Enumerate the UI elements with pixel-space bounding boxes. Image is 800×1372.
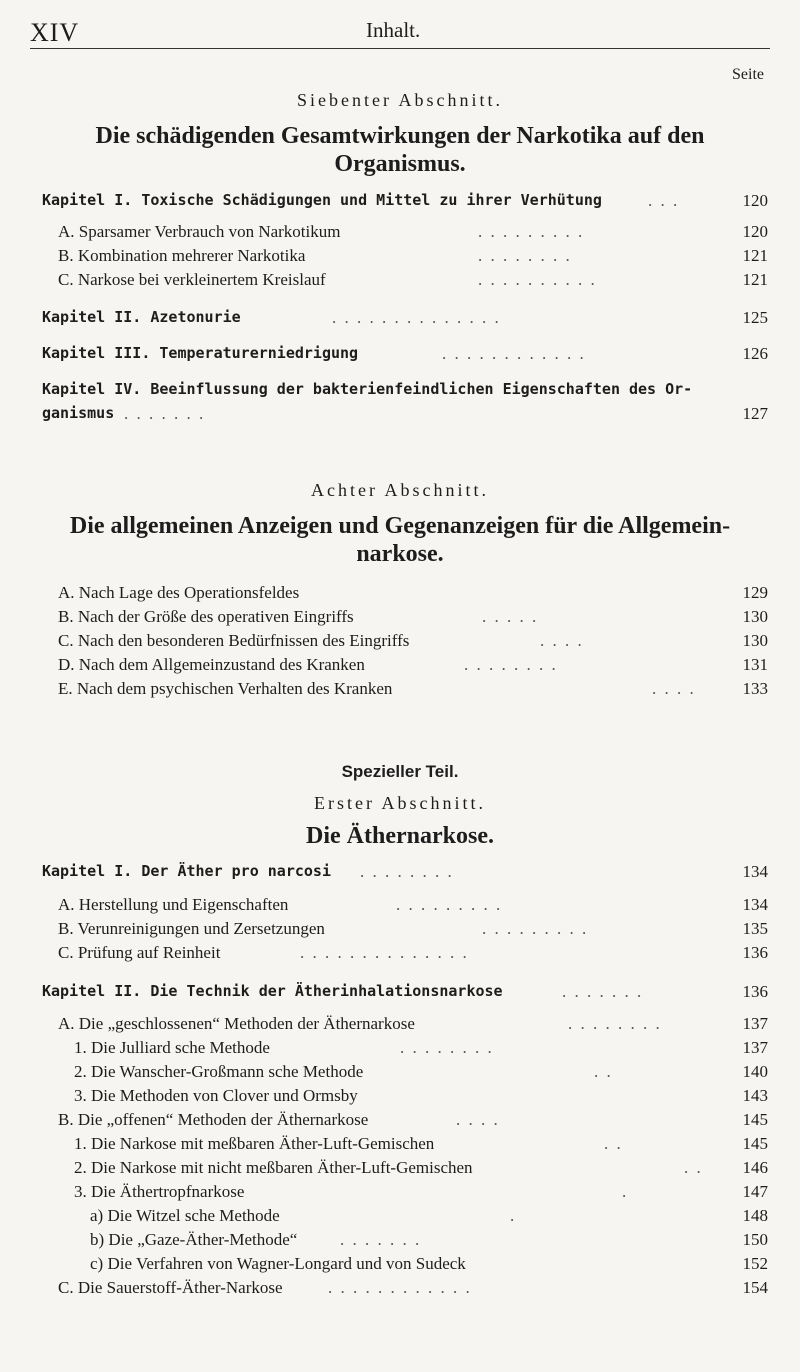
- header-rule: [30, 48, 770, 49]
- leader-dots: . . . . . . . . . . . .: [442, 344, 586, 363]
- leader-dots: . . . . . . . . . . . . . .: [300, 943, 469, 962]
- part-heading: Spezieller Teil.: [341, 762, 459, 781]
- toc-entry-text: Kapitel II. Azetonurie: [42, 308, 241, 326]
- toc-entry-text: ganismus: [42, 404, 115, 422]
- leader-dots: . . . . . . . . .: [396, 895, 503, 914]
- toc-entry-text: C. Narkose bei verkleinertem Kreislauf: [58, 270, 326, 289]
- toc-entry-page: 120: [742, 222, 768, 241]
- toc-entry-page: 143: [742, 1086, 768, 1105]
- toc-entry-text: 1. Die Julliard sche Methode: [74, 1038, 270, 1057]
- section-label: Erster Abschnitt.: [314, 793, 486, 813]
- leader-dots: . . . .: [456, 1110, 500, 1129]
- toc-entry-text: a) Die Witzel sche Methode: [90, 1206, 280, 1225]
- toc-entry-page: 121: [742, 246, 768, 265]
- toc-entry-page: 137: [742, 1014, 768, 1033]
- toc-entry-page: 140: [742, 1062, 768, 1081]
- toc-entry-text: b) Die „Gaze-Äther-Methode“: [90, 1230, 298, 1249]
- leader-dots: . . . . . . . . . .: [478, 270, 597, 289]
- toc-entry-text: Kapitel II. Die Technik der Ätherinhalationsnarkose: [42, 982, 503, 1000]
- toc-entry-text: C. Nach den besonderen Bedürfnissen des Eingriffs: [58, 631, 410, 650]
- leader-dots: . .: [594, 1062, 613, 1081]
- running-title: Inhalt.: [366, 18, 421, 42]
- toc-entry-text: c) Die Verfahren von Wagner-Longard und von Sudeck: [90, 1254, 466, 1273]
- toc-entry-page: 134: [742, 895, 768, 914]
- leader-dots: . . . . . . . . .: [478, 222, 585, 241]
- leader-dots: . . . . . . .: [562, 982, 644, 1001]
- toc-entry-page: 129: [742, 583, 768, 602]
- toc-entry-page: 131: [742, 655, 768, 674]
- toc-entry-text: B. Verunreinigungen und Zersetzungen: [58, 919, 325, 938]
- page-number: XIV: [30, 18, 80, 47]
- leader-dots: . . . . . . . .: [478, 246, 572, 265]
- leader-dots: .: [510, 1206, 517, 1225]
- toc-entry-text: A. Nach Lage des Operationsfeldes: [58, 583, 300, 602]
- toc-entry-page: 152: [742, 1254, 768, 1273]
- leader-dots: . . . .: [540, 631, 584, 650]
- section-title: Die schädigenden Gesamtwirkungen der Narkotika auf den: [95, 123, 705, 149]
- running-header: [30, 8, 770, 52]
- toc-entry-page: 125: [742, 308, 768, 327]
- toc-entry-page: 130: [742, 607, 768, 626]
- toc-entry-text: B. Die „offenen“ Methoden der Äthernarkose: [58, 1110, 369, 1129]
- toc-entry-page: 126: [742, 344, 768, 363]
- leader-dots: . . . . . . . .: [400, 1038, 494, 1057]
- toc-entry-page: 136: [742, 943, 768, 962]
- toc-entry-page: 146: [742, 1158, 768, 1177]
- toc-entry-page: 150: [742, 1230, 768, 1249]
- leader-dots: . . . . .: [482, 607, 539, 626]
- toc-entry-text: 3. Die Methoden von Clover und Ormsby: [74, 1086, 358, 1105]
- leader-dots: . . . . . . .: [340, 1230, 422, 1249]
- leader-dots: . .: [604, 1134, 623, 1153]
- seite-label: Seite: [732, 66, 764, 83]
- section-title: Die allgemeinen Anzeigen und Gegenanzeigen für die Allgemein-: [69, 513, 731, 539]
- section-label: Achter Abschnitt.: [311, 480, 489, 500]
- leader-dots: . . . . . . .: [124, 404, 206, 423]
- toc-entry-page: 154: [742, 1278, 768, 1297]
- toc-entry-text: C. Die Sauerstoff-Äther-Narkose: [58, 1278, 283, 1297]
- leader-dots: . . . . . . . . .: [482, 919, 589, 938]
- toc-entry-page: 145: [742, 1110, 768, 1129]
- toc-entry-text: C. Prüfung auf Reinheit: [58, 943, 221, 962]
- toc-entry-text: 1. Die Narkose mit meßbaren Äther-Luft-Gemischen: [74, 1134, 435, 1153]
- toc-entry-text: 2. Die Narkose mit nicht meßbaren Äther-Luft-Gemischen: [74, 1158, 473, 1177]
- toc-entry-text: A. Sparsamer Verbrauch von Narkotikum: [58, 222, 341, 241]
- toc-entry-text: Kapitel III. Temperaturerniedrigung: [42, 344, 359, 362]
- toc-entry-page: 148: [742, 1206, 768, 1225]
- toc-entry-page: 135: [742, 919, 768, 938]
- toc-entry-text: B. Nach der Größe des operativen Eingriffs: [58, 607, 354, 626]
- leader-dots: . .: [684, 1158, 703, 1177]
- leader-dots: .: [622, 1182, 629, 1201]
- section-label: Siebenter Abschnitt.: [297, 90, 503, 110]
- section-title-cont: Organismus.: [334, 151, 466, 177]
- toc-entry-text: A. Herstellung und Eigenschaften: [58, 895, 289, 914]
- toc-entry-text: B. Kombination mehrerer Narkotika: [58, 246, 306, 265]
- leader-dots: . . . . . . . . . . . .: [328, 1278, 472, 1297]
- toc-entry-text: 3. Die Äthertropfnarkose: [74, 1182, 245, 1201]
- section-title: Die Äthernarkose.: [306, 823, 494, 849]
- toc-entry-text: Kapitel I. Der Äther pro narcosi: [42, 862, 331, 880]
- toc-entry-page: 137: [742, 1038, 768, 1057]
- section-title-cont: narkose.: [356, 541, 444, 567]
- leader-dots: . . . .: [652, 679, 696, 698]
- toc-entry-page: 147: [742, 1182, 768, 1201]
- toc-entry-text: Kapitel IV. Beeinflussung der bakterienfeindlichen Eigenschaften des Or-: [42, 380, 693, 398]
- leader-dots: . . . . . . . .: [360, 862, 454, 881]
- toc-entry-page: 121: [742, 270, 768, 289]
- toc-entry-page: 136: [742, 982, 768, 1001]
- toc-entry-text: 2. Die Wanscher-Großmann sche Methode: [74, 1062, 364, 1081]
- toc-entry-page: 145: [742, 1134, 768, 1153]
- toc-entry-page: 127: [742, 404, 768, 423]
- toc-entry-page: 133: [742, 679, 768, 698]
- toc-entry-page: 130: [742, 631, 768, 650]
- leader-dots: . . . . . . . .: [464, 655, 558, 674]
- leader-dots: . . .: [648, 191, 680, 210]
- toc-entry-text: Kapitel I. Toxische Schädigungen und Mittel zu ihrer Verhütung: [42, 191, 602, 209]
- toc-entry-text: D. Nach dem Allgemeinzustand des Kranken: [58, 655, 365, 674]
- toc-entry-page: 120: [742, 191, 768, 210]
- leader-dots: . . . . . . . . . . . . . .: [332, 308, 501, 327]
- toc-entry-text: A. Die „geschlossenen“ Methoden der Äthernarkose: [58, 1014, 415, 1033]
- toc-entry-text: E. Nach dem psychischen Verhalten des Kranken: [58, 679, 393, 698]
- toc-entry-page: 134: [742, 862, 768, 881]
- leader-dots: . . . . . . . .: [568, 1014, 662, 1033]
